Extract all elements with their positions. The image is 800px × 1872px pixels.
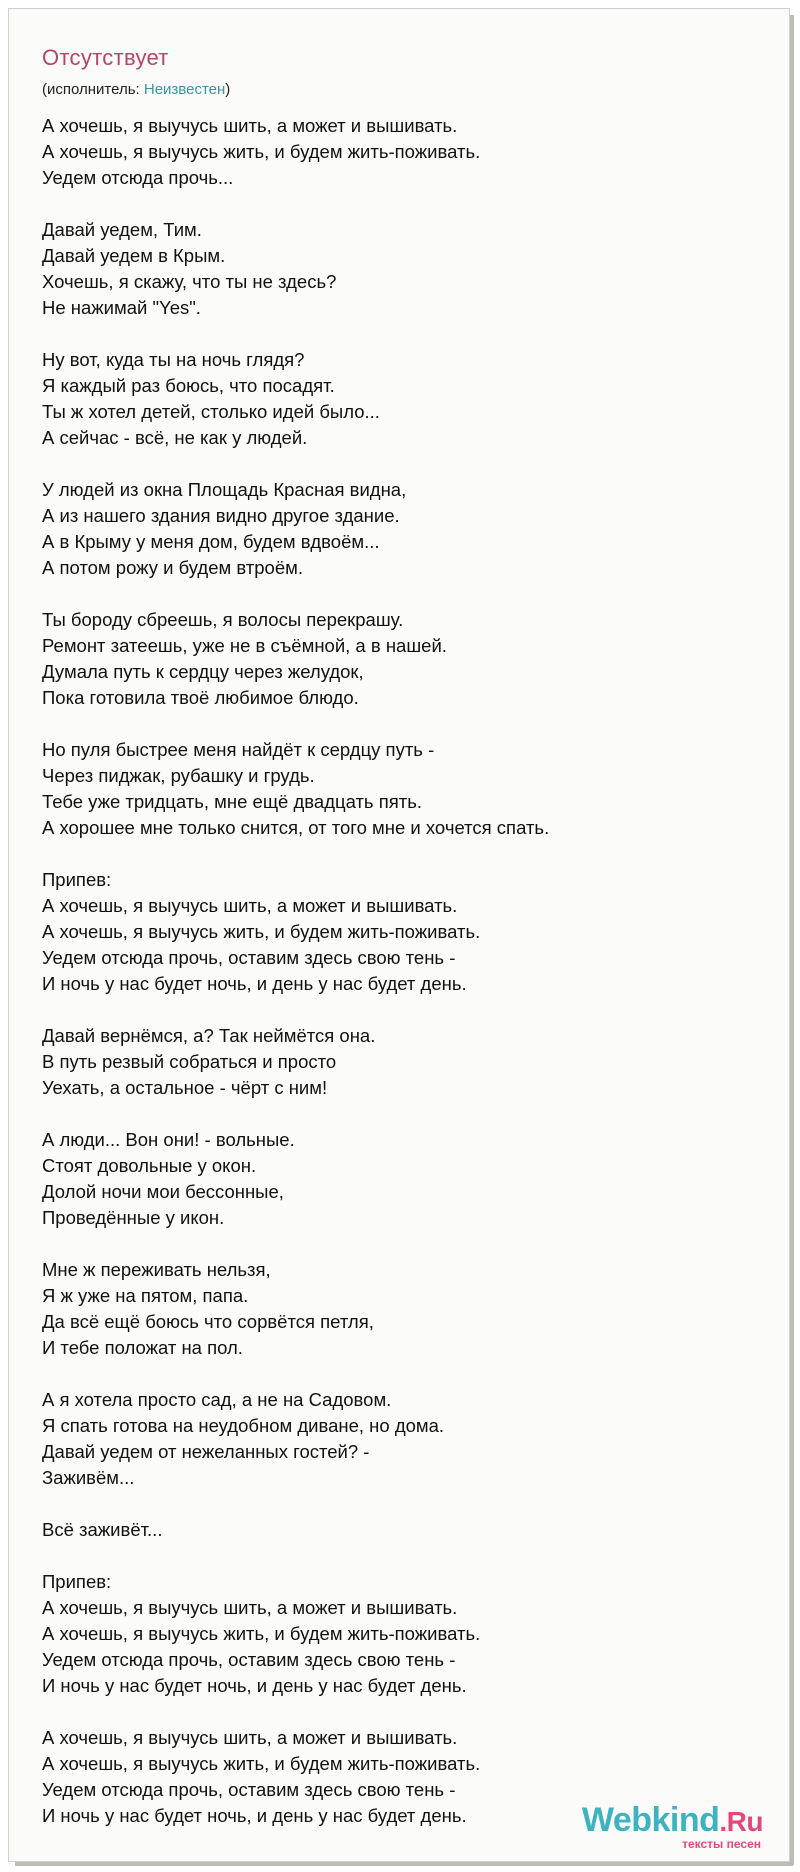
lyrics-line: Я каждый раз боюсь, что посадят.: [42, 375, 335, 396]
lyrics-line: В путь резвый собраться и просто: [42, 1051, 337, 1072]
lyrics-stanza: [42, 113, 742, 191]
lyrics-line: А в Крыму у меня дом, будем вдвоём...: [42, 531, 380, 552]
lyrics-stanza: [42, 1387, 742, 1491]
lyrics-line: А из нашего здания видно другое здание.: [42, 505, 400, 526]
lyrics-line: А хорошее мне только снится, от того мне и хочется спать.: [42, 817, 550, 838]
lyrics-stanza: [42, 1257, 742, 1361]
lyrics-stanza: [42, 477, 742, 581]
lyrics-line: А хочешь, я выучусь жить, и будем жить-поживать.: [42, 921, 481, 942]
song-title: Отсутствует: [42, 45, 169, 70]
lyrics-line: Не нажимай "Yes".: [42, 297, 201, 318]
artist-link[interactable]: Неизвестен: [143, 81, 226, 98]
lyrics-stanza: [42, 1569, 742, 1699]
lyrics-stanza: [42, 1023, 742, 1101]
logo-brand: [582, 1803, 763, 1839]
site-logo[interactable]: [582, 1803, 763, 1851]
lyrics-line: И ночь у нас будет ночь, и день у нас будет день.: [42, 1805, 467, 1826]
lyrics-line: А хочешь, я выучусь шить, а может и вышивать.: [42, 115, 458, 136]
artist-suffix: ): [225, 81, 231, 98]
lyrics-body: [42, 113, 742, 1855]
lyrics-line: Да всё ещё боюсь что сорвётся петля,: [42, 1311, 374, 1332]
lyrics-line: И ночь у нас будет ночь, и день у нас будет день.: [42, 973, 467, 994]
logo-tagline: тексты песен: [682, 1837, 761, 1851]
lyrics-line: А хочешь, я выучусь шить, а может и вышивать.: [42, 1597, 458, 1618]
lyrics-line: А я хотела просто сад, а не на Садовом.: [42, 1389, 392, 1410]
lyrics-line: У людей из окна Площадь Красная видна,: [42, 479, 407, 500]
lyrics-line: А сейчас - всё, не как у людей.: [42, 427, 308, 448]
lyrics-line: Уедем отсюда прочь...: [42, 167, 234, 188]
logo-brand-name: Webkind: [581, 1801, 720, 1839]
lyrics-line: А люди... Вон они! - вольные.: [42, 1129, 295, 1150]
lyrics-line: Но пуля быстрее меня найдёт к сердцу путь -: [42, 739, 435, 760]
artist-prefix: (исполнитель:: [42, 81, 144, 98]
lyrics-line: Припев:: [42, 1571, 112, 1592]
lyrics-line: Всё заживёт...: [42, 1519, 163, 1540]
lyrics-line: А хочешь, я выучусь шить, а может и вышивать.: [42, 1727, 458, 1748]
lyrics-line: Припев:: [42, 869, 112, 890]
lyrics-line: Уедем отсюда прочь, оставим здесь свою тень -: [42, 1649, 456, 1670]
lyrics-line: А хочешь, я выучусь жить, и будем жить-поживать.: [42, 1753, 481, 1774]
lyrics-line: И ночь у нас будет ночь, и день у нас будет день.: [42, 1675, 467, 1696]
lyrics-line: Ты бороду сбреешь, я волосы перекрашу.: [42, 609, 404, 630]
lyrics-stanza: [42, 347, 742, 451]
lyrics-line: Уедем отсюда прочь, оставим здесь свою тень -: [42, 947, 456, 968]
lyrics-stanza: [42, 1127, 742, 1231]
lyrics-line: Я ж уже на пятом, папа.: [42, 1285, 249, 1306]
lyrics-line: А хочешь, я выучусь жить, и будем жить-поживать.: [42, 1623, 481, 1644]
lyrics-stanza: [42, 867, 742, 997]
lyrics-line: Ремонт затеешь, уже не в съёмной, а в нашей.: [42, 635, 447, 656]
lyrics-line: А хочешь, я выучусь шить, а может и вышивать.: [42, 895, 458, 916]
lyrics-line: Ну вот, куда ты на ночь глядя?: [42, 349, 305, 370]
lyrics-line: Пока готовила твоё любимое блюдо.: [42, 687, 359, 708]
lyrics-line: Стоят довольные у окон.: [42, 1155, 257, 1176]
lyrics-line: Через пиджак, рубашку и грудь.: [42, 765, 315, 786]
lyrics-line: Заживём...: [42, 1467, 135, 1488]
lyrics-line: Я спать готова на неудобном диване, но дома.: [42, 1415, 445, 1436]
lyrics-line: Тебе уже тридцать, мне ещё двадцать пять.: [42, 791, 422, 812]
artist-line: [42, 81, 230, 98]
lyrics-stanza: [42, 607, 742, 711]
lyrics-line: Думала путь к сердцу через желудок,: [42, 661, 364, 682]
lyrics-page: [8, 8, 790, 1862]
lyrics-line: А потом рожу и будем втроём.: [42, 557, 303, 578]
lyrics-line: Давай вернёмся, а? Так неймётся она.: [42, 1025, 376, 1046]
lyrics-line: Уехать, а остальное - чёрт с ним!: [42, 1077, 328, 1098]
lyrics-stanza: [42, 217, 742, 321]
lyrics-line: Проведённые у икон.: [42, 1207, 225, 1228]
lyrics-line: Ты ж хотел детей, столько идей было...: [42, 401, 380, 422]
lyrics-line: Давай уедем в Крым.: [42, 245, 226, 266]
lyrics-line: Мне ж переживать нельзя,: [42, 1259, 271, 1280]
logo-tld: .Ru: [719, 1806, 763, 1837]
lyrics-stanza: [42, 1517, 742, 1543]
lyrics-line: Давай уедем, Тим.: [42, 219, 202, 240]
lyrics-line: Давай уедем от нежеланных гостей? -: [42, 1441, 370, 1462]
lyrics-line: Хочешь, я скажу, что ты не здесь?: [42, 271, 337, 292]
lyrics-line: А хочешь, я выучусь жить, и будем жить-поживать.: [42, 141, 481, 162]
lyrics-line: Уедем отсюда прочь, оставим здесь свою тень -: [42, 1779, 456, 1800]
lyrics-line: Долой ночи мои бессонные,: [42, 1181, 284, 1202]
lyrics-line: И тебе положат на пол.: [42, 1337, 243, 1358]
lyrics-stanza: [42, 737, 742, 841]
